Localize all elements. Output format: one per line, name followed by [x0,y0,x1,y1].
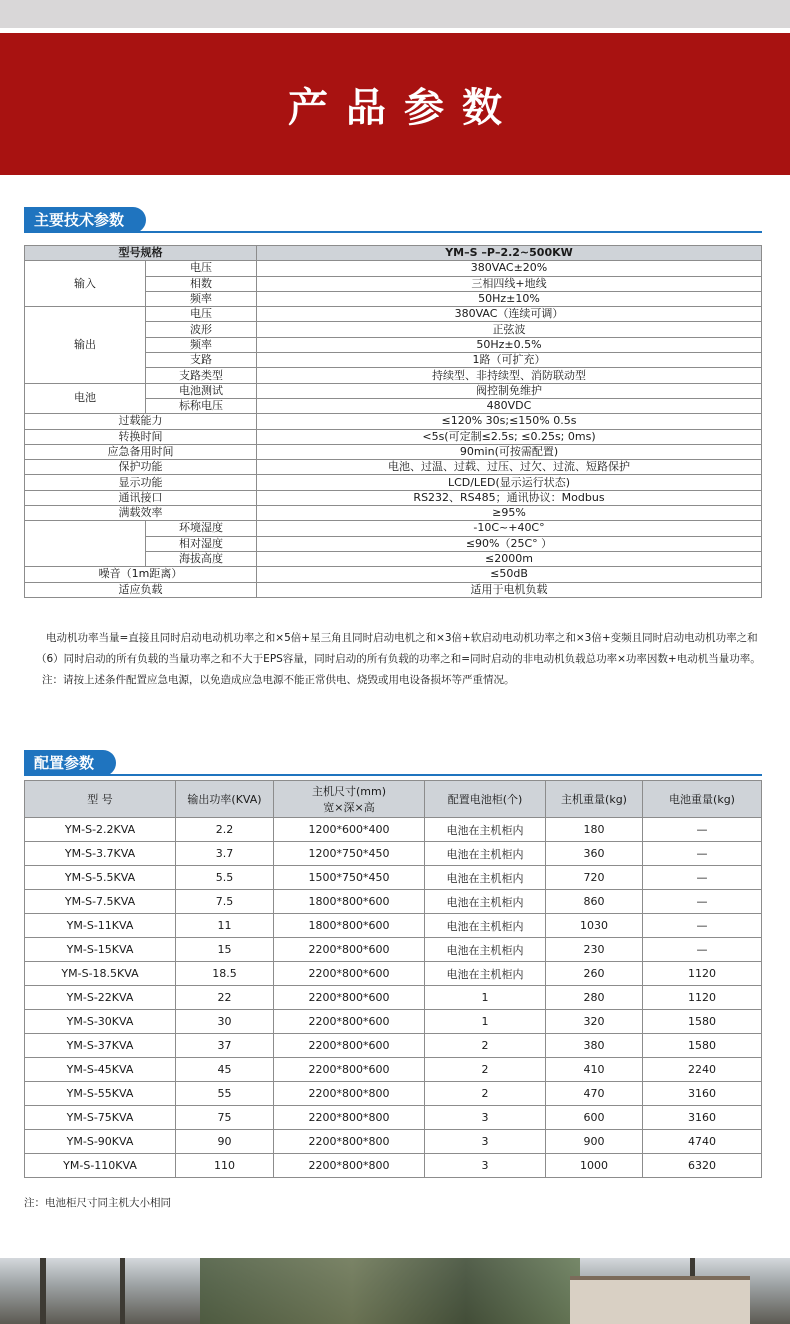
group-label: 输入 [25,261,146,307]
table-row [25,307,762,322]
power-cell: 55 [176,1082,274,1106]
row-label: 保护功能 [25,460,257,475]
row-value: ≤2000m [257,551,762,566]
row-value: 阀控制免维护 [257,383,762,398]
config-section-title: 配置参数 [24,750,116,776]
row-label: 环境湿度 [146,521,257,536]
battery-weight-cell: 1120 [643,986,762,1010]
battery-cabinet-cell: 3 [425,1154,546,1178]
table-row [25,986,762,1010]
row-value: LCD/LED(显示运行状态) [257,475,762,490]
row-label: 标称电压 [146,398,257,413]
spec-table [24,245,762,598]
power-cell: 22 [176,986,274,1010]
table-row [25,914,762,938]
size-cell: 2200*800*800 [274,1154,425,1178]
config-footnote: 注：电池柜尺寸同主机大小相同 [24,1197,171,1209]
table-row [25,1106,762,1130]
table-row [25,261,762,276]
col-header-battery-cabinet: 配置电池柜(个) [425,781,546,818]
tree-trunk [40,1258,46,1324]
row-label: 支路类型 [146,368,257,383]
model-cell: YM-S-5.5KVA [25,866,176,890]
config-table-body [25,818,762,1178]
table-row [25,1034,762,1058]
spec-section-header [24,207,762,233]
size-cell: 2200*800*600 [274,1010,425,1034]
table-row [25,818,762,842]
battery-cabinet-cell: 电池在主机柜内 [425,866,546,890]
battery-weight-cell: 1120 [643,962,762,986]
row-value: ≤90%（25C° ） [257,536,762,551]
row-value: ≤120% 30s;≤150% 0.5s [257,414,762,429]
power-cell: 7.5 [176,890,274,914]
row-label: 波形 [146,322,257,337]
building [570,1276,750,1324]
power-cell: 75 [176,1106,274,1130]
banner [0,33,790,175]
power-cell: 18.5 [176,962,274,986]
battery-weight-cell: — [643,914,762,938]
row-value: 50Hz±10% [257,291,762,306]
table-row [25,1058,762,1082]
size-cell: 1200*600*400 [274,818,425,842]
row-label: 支路 [146,353,257,368]
tree-canopy [200,1258,580,1324]
battery-cabinet-cell: 电池在主机柜内 [425,962,546,986]
row-label: 满载效率 [25,506,257,521]
table-row [25,521,762,536]
model-cell: YM-S-55KVA [25,1082,176,1106]
section-divider [24,774,762,776]
table-row [25,582,762,597]
table-row [25,866,762,890]
host-weight-cell: 260 [546,962,643,986]
config-table [24,780,762,1178]
row-value: RS232、RS485；通讯协议：Modbus [257,490,762,505]
battery-cabinet-cell: 3 [425,1130,546,1154]
model-cell: YM-S-11KVA [25,914,176,938]
power-cell: 15 [176,938,274,962]
row-value: -10C~+40C° [257,521,762,536]
row-label: 频率 [146,291,257,306]
battery-cabinet-cell: 2 [425,1058,546,1082]
group-label-empty [25,521,146,567]
size-cell: 1200*750*450 [274,842,425,866]
battery-cabinet-cell: 1 [425,1010,546,1034]
battery-weight-cell: 1580 [643,1034,762,1058]
size-cell: 2200*800*600 [274,1058,425,1082]
battery-cabinet-cell: 电池在主机柜内 [425,938,546,962]
battery-weight-cell: 3160 [643,1082,762,1106]
battery-weight-cell: 1580 [643,1010,762,1034]
host-weight-cell: 410 [546,1058,643,1082]
table-row [25,890,762,914]
battery-weight-cell: 6320 [643,1154,762,1178]
note-paragraph: 电动机功率当量=直接且同时启动电动机功率之和×5倍+星三角且同时启动电机之和×3倍+软启动电动机功率之和×3倍+变频且同时启动电动机功率之和 [46,632,758,644]
table-row [25,962,762,986]
table-row [25,444,762,459]
host-weight-cell: 180 [546,818,643,842]
model-cell: YM-S-90KVA [25,1130,176,1154]
note-paragraph: （6）同时启动的所有负载的当量功率之和不大于EPS容量，同时启动的所有负载的功率之和=同时启动的非电动机负载总功率×功率因数+电动机当量功率。 [36,653,761,665]
banner-title: 产品参数 [288,84,520,131]
host-weight-cell: 360 [546,842,643,866]
battery-cabinet-cell: 电池在主机柜内 [425,914,546,938]
row-label: 应急备用时间 [25,444,257,459]
row-value: ≤50dB [257,567,762,582]
model-cell: YM-S-7.5KVA [25,890,176,914]
table-row [25,460,762,475]
table-row [25,1130,762,1154]
table-header-row [25,781,762,818]
battery-weight-cell: 4740 [643,1130,762,1154]
row-label: 通讯接口 [25,490,257,505]
group-label: 电池 [25,383,146,414]
row-value: 持续型、非持续型、消防联动型 [257,368,762,383]
power-cell: 11 [176,914,274,938]
model-cell: YM-S-15KVA [25,938,176,962]
size-header-line1: 主机尺寸(mm) [311,785,386,798]
power-cell: 30 [176,1010,274,1034]
battery-cabinet-cell: 电池在主机柜内 [425,818,546,842]
model-cell: YM-S-2.2KVA [25,818,176,842]
model-cell: YM-S-3.7KVA [25,842,176,866]
row-value: ≥95% [257,506,762,521]
col-header-model: 型 号 [25,781,176,818]
model-cell: YM-S-18.5KVA [25,962,176,986]
power-cell: 90 [176,1130,274,1154]
model-cell: YM-S-110KVA [25,1154,176,1178]
row-label: 转换时间 [25,429,257,444]
battery-weight-cell: — [643,890,762,914]
size-cell: 2200*800*600 [274,962,425,986]
table-row [25,414,762,429]
row-label: 电压 [146,307,257,322]
size-cell: 2200*800*600 [274,986,425,1010]
table-row [25,938,762,962]
product-photo [0,1258,790,1324]
spec-header-label: 型号规格 [25,246,257,261]
row-value: 正弦波 [257,322,762,337]
size-cell: 2200*800*800 [274,1106,425,1130]
host-weight-cell: 1000 [546,1154,643,1178]
row-label: 相数 [146,276,257,291]
host-weight-cell: 900 [546,1130,643,1154]
table-row [25,475,762,490]
model-cell: YM-S-45KVA [25,1058,176,1082]
row-value: 1路（可扩充） [257,353,762,368]
row-label: 显示功能 [25,475,257,490]
host-weight-cell: 230 [546,938,643,962]
battery-cabinet-cell: 3 [425,1106,546,1130]
size-cell: 1800*800*600 [274,914,425,938]
config-section-header [24,750,762,776]
battery-weight-cell: 2240 [643,1058,762,1082]
size-cell: 2200*800*800 [274,1082,425,1106]
col-header-battery-weight: 电池重量(kg) [643,781,762,818]
host-weight-cell: 380 [546,1034,643,1058]
size-cell: 2200*800*800 [274,1130,425,1154]
power-cell: 3.7 [176,842,274,866]
battery-cabinet-cell: 1 [425,986,546,1010]
table-row [25,383,762,398]
battery-cabinet-cell: 电池在主机柜内 [425,890,546,914]
size-cell: 1500*750*450 [274,866,425,890]
spec-section-title: 主要技术参数 [24,207,146,233]
col-header-host-weight: 主机重量(kg) [546,781,643,818]
row-label: 适应负载 [25,582,257,597]
model-cell: YM-S-22KVA [25,986,176,1010]
power-cell: 45 [176,1058,274,1082]
battery-weight-cell: 3160 [643,1106,762,1130]
table-row [25,1082,762,1106]
top-bar [0,0,790,28]
row-value: <5s(可定制≤2.5s; ≤0.25s; 0ms) [257,429,762,444]
table-row [25,1154,762,1178]
model-cell: YM-S-30KVA [25,1010,176,1034]
table-row [25,506,762,521]
spec-header-value: YM–S –P–2.2~500KW [257,246,762,261]
table-row [25,567,762,582]
battery-weight-cell: — [643,842,762,866]
size-cell: 2200*800*600 [274,1034,425,1058]
row-label: 电池测试 [146,383,257,398]
host-weight-cell: 860 [546,890,643,914]
notes [24,630,766,693]
power-cell: 2.2 [176,818,274,842]
note-paragraph: 注：请按上述条件配置应急电源，以免造成应急电源不能正常供电、烧毁或用电设备损坏等严重情况。 [42,674,515,686]
table-row [25,490,762,505]
row-label: 过载能力 [25,414,257,429]
row-label: 噪音（1m距离） [25,567,257,582]
group-label: 输出 [25,307,146,383]
row-value: 电池、过温、过载、过压、过欠、过流、短路保护 [257,460,762,475]
host-weight-cell: 320 [546,1010,643,1034]
col-header-power: 输出功率(KVA) [176,781,274,818]
row-value: 50Hz±0.5% [257,337,762,352]
power-cell: 110 [176,1154,274,1178]
row-value: 380VAC±20% [257,261,762,276]
model-cell: YM-S-75KVA [25,1106,176,1130]
row-label: 相对湿度 [146,536,257,551]
battery-cabinet-cell: 电池在主机柜内 [425,842,546,866]
tree-trunk [120,1258,125,1324]
power-cell: 37 [176,1034,274,1058]
host-weight-cell: 280 [546,986,643,1010]
row-label: 电压 [146,261,257,276]
size-cell: 1800*800*600 [274,890,425,914]
row-value: 380VAC（连续可调） [257,307,762,322]
row-value: 90min(可按需配置) [257,444,762,459]
size-cell: 2200*800*600 [274,938,425,962]
host-weight-cell: 600 [546,1106,643,1130]
table-row [25,842,762,866]
col-header-size [274,781,425,818]
battery-weight-cell: — [643,938,762,962]
table-row [25,429,762,444]
row-label: 海拔高度 [146,551,257,566]
table-row [25,246,762,261]
battery-cabinet-cell: 2 [425,1034,546,1058]
table-row [25,1010,762,1034]
battery-cabinet-cell: 2 [425,1082,546,1106]
battery-weight-cell: — [643,866,762,890]
size-header-line2: 宽×深×高 [323,801,375,814]
row-value: 适用于电机负载 [257,582,762,597]
host-weight-cell: 1030 [546,914,643,938]
model-cell: YM-S-37KVA [25,1034,176,1058]
row-value: 480VDC [257,398,762,413]
row-label: 频率 [146,337,257,352]
battery-weight-cell: — [643,818,762,842]
row-value: 三相四线+地线 [257,276,762,291]
host-weight-cell: 470 [546,1082,643,1106]
power-cell: 5.5 [176,866,274,890]
host-weight-cell: 720 [546,866,643,890]
